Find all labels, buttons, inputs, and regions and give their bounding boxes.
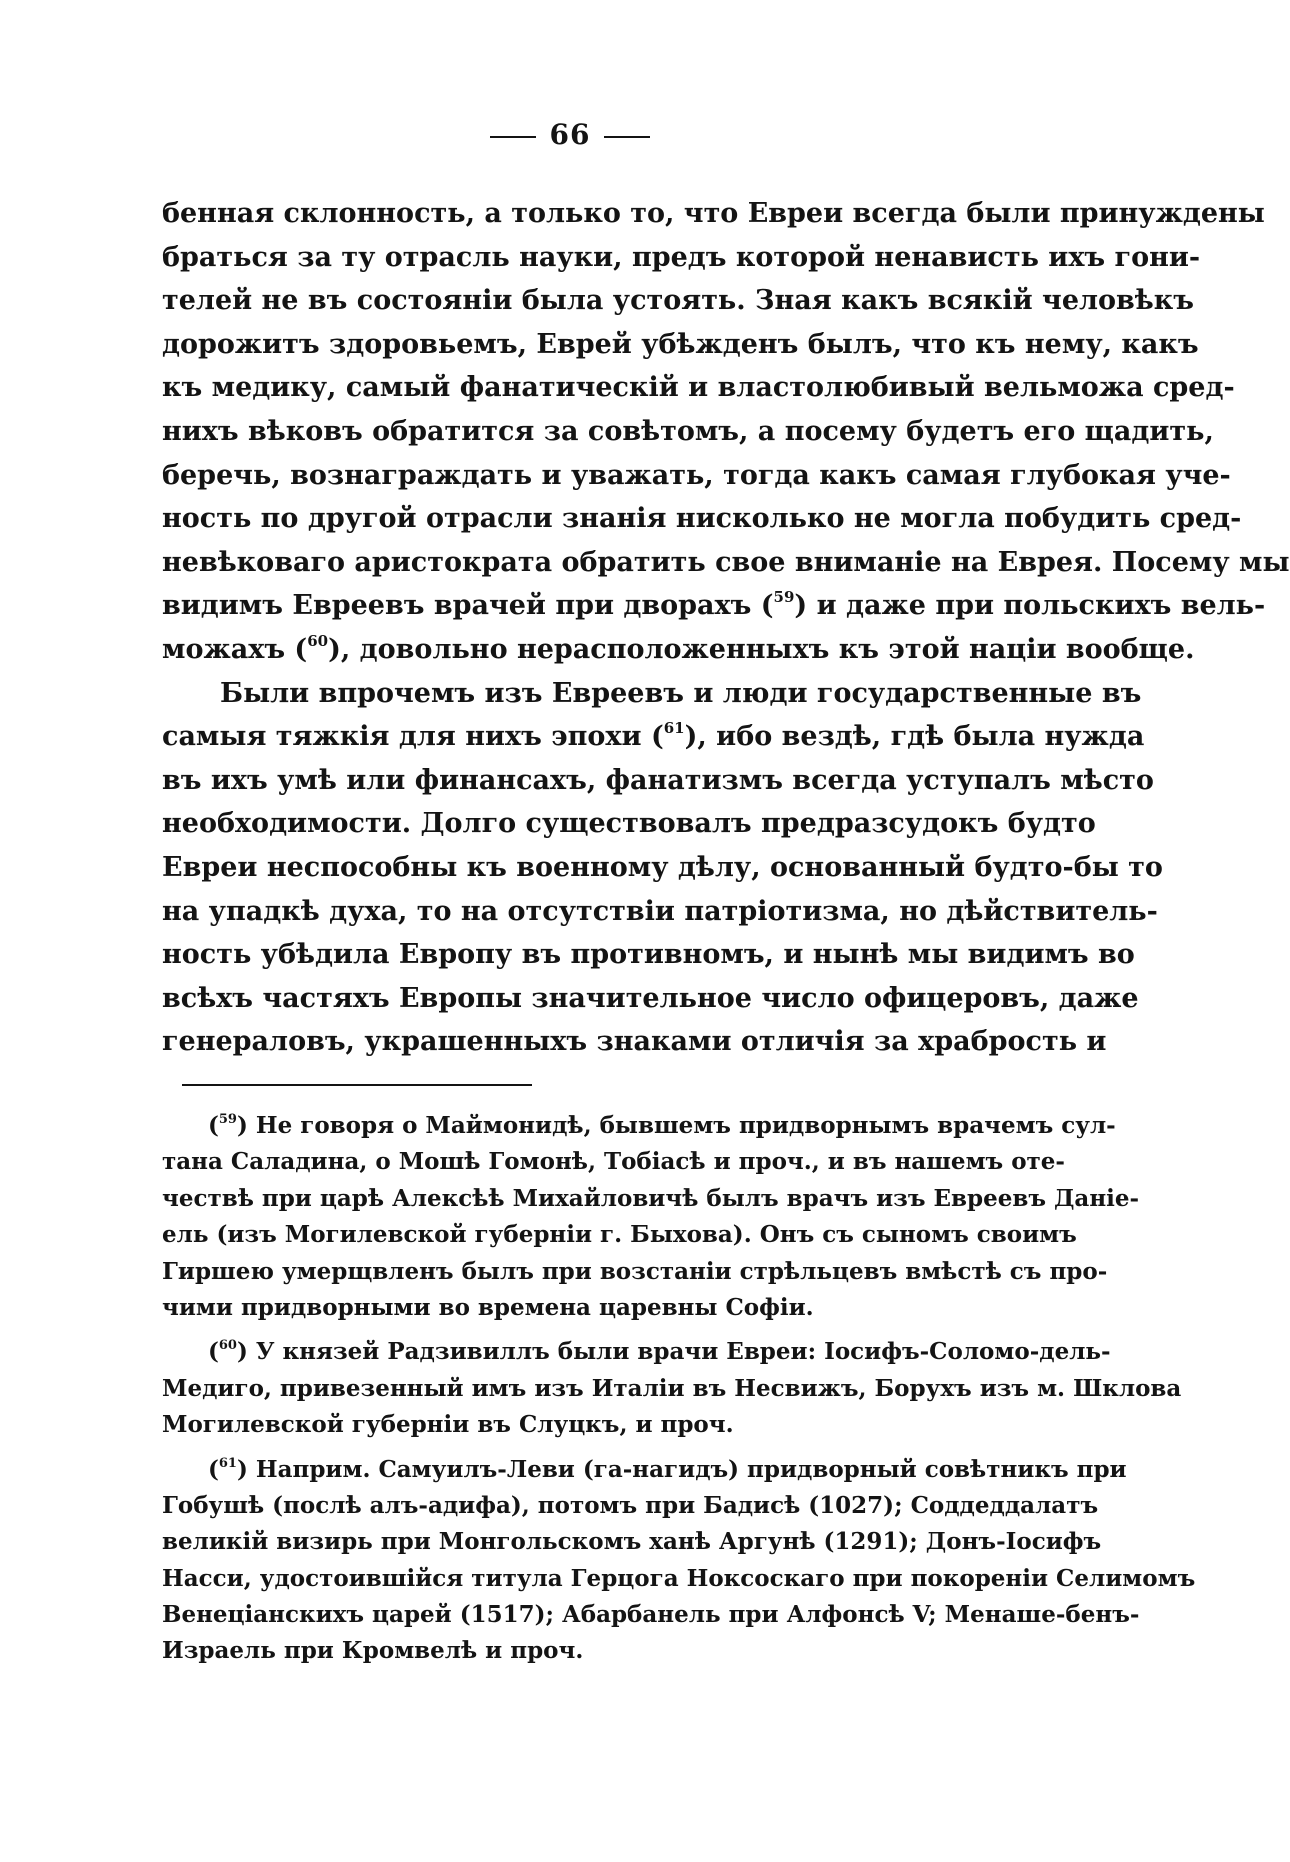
footnote-line: ($^{60}$) У князей Радзивиллъ были врачи Евреи: Іосифъ-Соломо-дель- [208,1338,1111,1366]
footnote-divider [182,1084,532,1086]
footnote-ref-59[interactable]: 59 [773,588,795,607]
text-segment: можахъ ( [162,633,308,665]
footnote-60 [162,1334,1182,1443]
text-line: браться за ту отрасль науки, предъ которой ненависть ихъ гони- [162,241,1201,273]
page-number: 66 [549,118,591,151]
text-segment: самыя тяжкія для нихъ эпохи ( [162,721,664,753]
footnote-line: великій визирь при Монгольскомъ ханѣ Аргунѣ (1291); Донъ-Іосифъ [162,1528,1102,1556]
text-line: въ ихъ умѣ или финансахъ, фанатизмъ всегда уступалъ мѣсто [162,764,1154,796]
footnote-line: Израель при Кромвелѣ и проч. [162,1637,584,1665]
page-number-header [0,118,1140,151]
text-line: ность убѣдила Европу въ противномъ, и нынѣ мы видимъ во [162,939,1135,971]
text-line [162,715,1145,759]
text-line: всѣхъ частяхъ Европы значительное число офицеровъ, даже [162,982,1139,1014]
text-line: нихъ вѣковъ обратится за совѣтомъ, а посему будетъ его щадить, [162,415,1214,447]
footnote-line: ель (изъ Могилевской губерніи г. Быхова). Онъ съ сыномъ своимъ [162,1221,1077,1249]
footnote-61 [162,1452,1196,1670]
footnote-marker: 61 [218,1455,237,1471]
text-line: къ медику, самый фанатическій и властолюбивый вельможа сред- [162,372,1235,404]
footnote-marker: 60 [218,1338,237,1354]
text-line: невѣковаго аристократа обратить свое вниманіе на Еврея. Посему мы [162,546,1290,578]
text-line: беречь, вознаграждать и уважать, тогда какъ самая глубокая уче- [162,459,1231,491]
text-line: Евреи неспособны къ военному дѣлу, основанный будто-бы то [162,851,1163,883]
footnote-line: Медиго, привезенный имъ изъ Италіи въ Несвижъ, Борухъ изъ м. Шклова [162,1374,1182,1402]
right-dash [604,136,650,138]
footnote-text: Наприм. Самуилъ-Леви (га-нагидъ) придворный совѣтникъ при [255,1455,1127,1483]
text-segment: видимъ Евреевъ врачей при дворахъ ( [162,590,774,622]
footnote-text: Не говоря о Маймонидѣ, бывшемъ придворнымъ врачемъ сул- [255,1112,1116,1139]
footnote-ref-61[interactable]: 61 [663,719,685,738]
text-line: генераловъ, украшенныхъ знаками отличія за храбрость и [162,1026,1107,1058]
text-line [162,628,1195,672]
text-line [162,584,1266,628]
footnote-line: Гобушѣ (послѣ алъ-адифа), потомъ при Бадисѣ (1027); Соддеддалатъ [162,1491,1099,1519]
text-line: ность по другой отрасли знанія нисколько не могла побудить сред- [162,503,1242,535]
footnotes [162,1108,1196,1678]
footnote-marker: 59 [218,1112,237,1127]
text-line: дорожитъ здоровьемъ, Еврей убѣжденъ былъ, что къ нему, какъ [162,328,1199,360]
footnote-59 [162,1108,1140,1326]
footnote-line: чими придворными во времена царевны Софіи. [162,1293,814,1321]
text-line: на упадкѣ духа, то на отсутствіи патріотизма, но дѣйствитель- [162,895,1158,927]
footnote-line: Могилевской губерніи въ Слуцкъ, и проч. [162,1411,734,1439]
text-segment: ), ибо вездѣ, гдѣ была нужда [684,721,1145,753]
footnote-line: ($^{59}$) Не говоря о Маймонидѣ, бывшемъ придворнымъ врачемъ сул- [208,1112,1116,1139]
text-segment: ) и даже при польскихъ вель- [794,590,1266,622]
text-line: Были впрочемъ изъ Евреевъ и люди государственные въ [220,677,1142,709]
text-line: телей не въ состояніи была устоять. Зная какъ всякій человѣкъ [162,285,1194,317]
left-dash [490,136,536,138]
main-text [162,192,1290,1064]
footnote-line: чествѣ при царѣ Алексѣѣ Михайловичѣ былъ врачъ изъ Евреевъ Даніе- [162,1184,1140,1212]
footnote-line: Гиршею умерщвленъ былъ при возстаніи стрѣльцевъ вмѣстѣ съ про- [162,1257,1108,1285]
footnote-line: ($^{61}$) Наприм. Самуилъ-Леви (га-нагидъ) придворный совѣтникъ при [208,1455,1127,1483]
footnote-ref-60[interactable]: 60 [307,631,329,650]
footnote-line: тана Саладина, о Мошѣ Гомонѣ, Тобіасѣ и проч., и въ нашемъ оте- [162,1148,1065,1176]
footnote-line: Насси, удостоившійся титула Герцога Ноксоскаго при покореніи Селимомъ [162,1564,1196,1592]
text-line: бенная склонность, а только то, что Евреи всегда были принуждены [162,198,1265,229]
footnote-text: У князей Радзивиллъ были врачи Евреи: Іосифъ-Соломо-дель- [255,1338,1111,1366]
text-line: необходимости. Долго существовалъ предразсудокъ будто [162,808,1096,840]
footnote-line: Венеціанскихъ царей (1517); Абарбанель при Алфонсѣ V; Менаше-бенъ- [162,1601,1140,1629]
text-segment: ), довольно нерасположенныхъ къ этой націи вообще. [328,633,1195,665]
